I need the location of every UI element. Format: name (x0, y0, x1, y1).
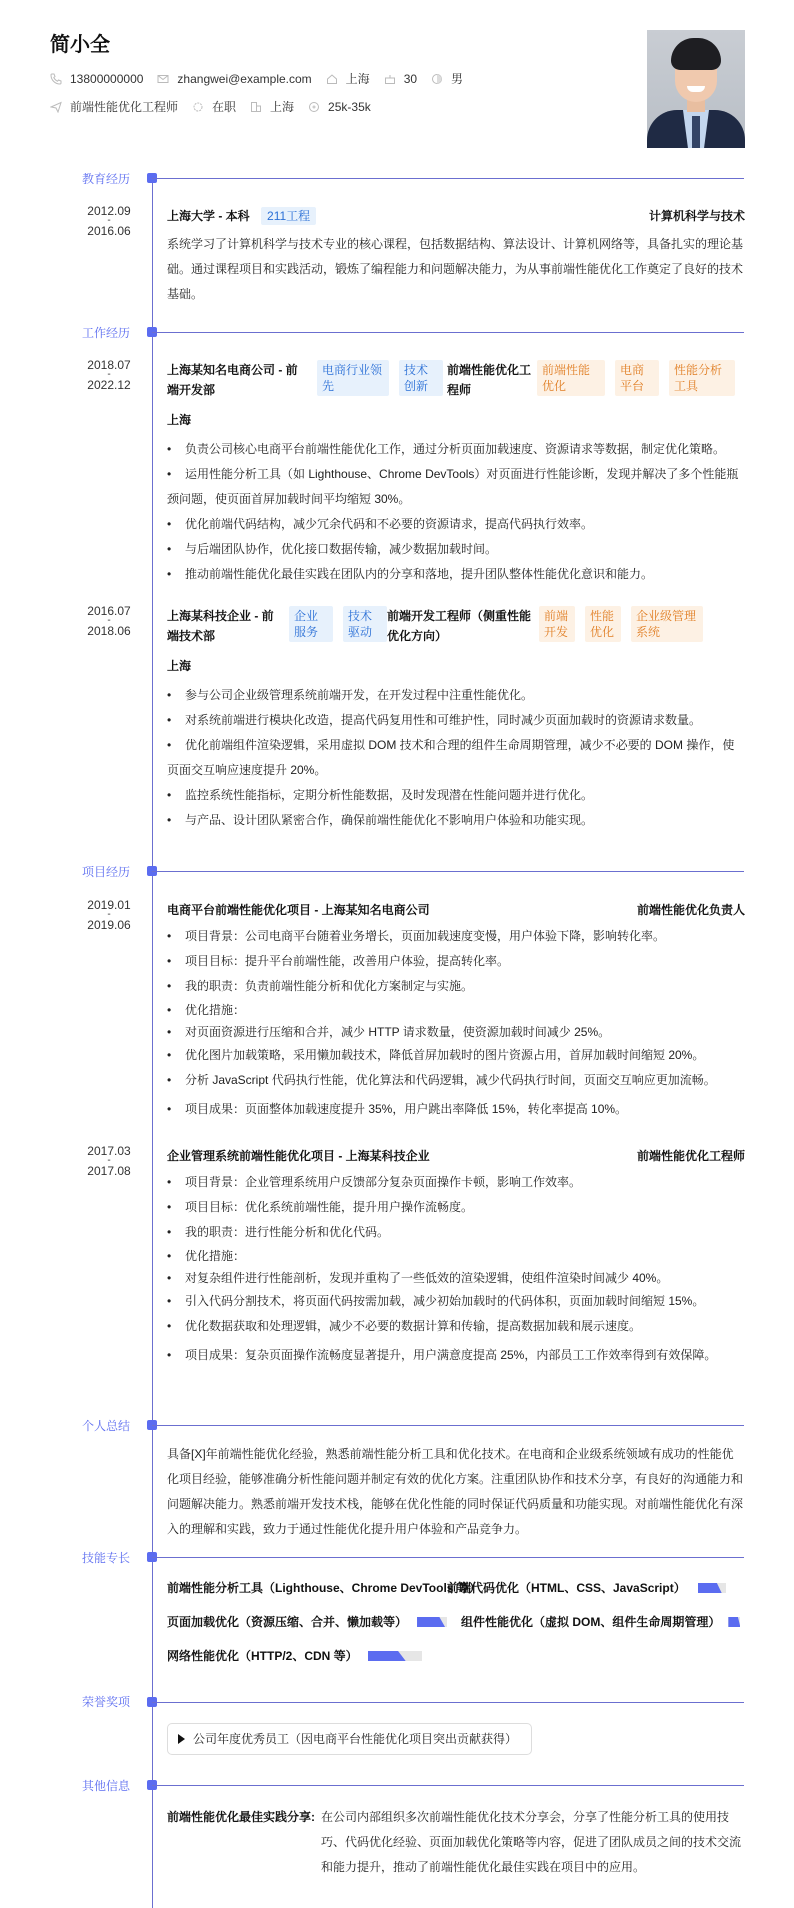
skill-level-bar (698, 1583, 726, 1593)
list-item: • 对页面资源进行压缩和合并，减少 HTTP 请求数量，使资源加载时间减少 25%。 (167, 1025, 611, 1039)
phone-item (50, 72, 143, 86)
job-title: 前端开发工程师（侧重性能优化方向） (387, 609, 532, 643)
email-value: zhangwei@example.com (177, 71, 312, 86)
phone-value: 13800000000 (70, 71, 144, 86)
list-item: • 分析 JavaScript 代码执行性能，优化算法和代码逻辑，减少代码执行时间，页面交互响应更加流畅。 (167, 1073, 716, 1087)
city-item (326, 70, 370, 87)
skill-name: 前端性能分析工具（Lighthouse、Chrome DevTools 等） (167, 1581, 481, 1595)
list-item: • 优化措施： (167, 1249, 246, 1263)
section-divider (152, 1425, 744, 1426)
send-icon (50, 101, 62, 113)
work-entry (167, 606, 745, 833)
list-item: • 运用性能分析工具（如 Lighthouse、Chrome DevTools）对页面进行性能诊断，发现并解决了多个性能瓶颈问题，使页面首屏加载时间平均缩短 30%。 (167, 467, 739, 506)
work-bullets (167, 437, 745, 587)
target-job-item (50, 98, 178, 115)
major: 计算机科学与技术 (648, 209, 745, 223)
job-tag: 企业级管理系统 (631, 606, 703, 642)
project-name: 电商平台前端性能优化项目 - 上海某知名电商公司 (167, 903, 430, 917)
awards-list (167, 1723, 745, 1755)
status-value: 在职 (212, 100, 237, 114)
section-title-other: 其他信息 (82, 1779, 131, 1793)
gender-icon (431, 73, 443, 85)
work-location: 上海 (167, 413, 192, 427)
section-divider (152, 178, 744, 179)
section-title-work: 工作经历 (82, 326, 131, 340)
target-city-item (250, 98, 294, 115)
list-item: • 引入代码分割技术，将页面代码按需加载，减少初始加载时的代码体积，页面加载时间缩短 15%。 (167, 1294, 705, 1308)
salary-icon (308, 101, 320, 113)
job-title: 前端性能优化工程师 (447, 363, 532, 397)
section-title-skills: 技能专长 (82, 1551, 131, 1565)
skills-list (167, 1578, 745, 1666)
job-tag: 性能分析工具 (669, 360, 735, 396)
work-location: 上海 (167, 659, 192, 673)
company-tag: 电商行业领先 (317, 360, 389, 396)
contact-row (50, 70, 477, 87)
education-date: 2012.09 - 2016.06 (87, 204, 131, 238)
city-value: 上海 (345, 72, 370, 86)
summary-text: 具备[X]年前端性能优化经验，熟悉前端性能分析工具和优化技术。在电商和企业级系统领域有成功的性能优化项目经验，能够准确分析性能问题并制定有效的优化方案。注重团队协作和技术分享，有良好的沟通能力和问题解决能力。熟悉前端开发技术栈，能够在优化性能的同时保证代码质量和功能实现。对前端性能优化有深入的理解和实践，致力于通过性能优化提升用户体验和产品竞争力。 (167, 1447, 744, 1536)
skill-name: 页面加载优化（资源压缩、合并、懒加载等） (167, 1615, 408, 1629)
job-tag: 前端开发 (539, 606, 575, 642)
project-date: 2019.01 - 2019.06 (87, 898, 131, 932)
list-item: • 优化数据获取和处理逻辑，减少不必要的数据计算和传输，提高数据加载和展示速度。 (167, 1319, 642, 1333)
section-title-awards: 荣誉奖项 (82, 1695, 131, 1709)
skill-name: 网络性能优化（HTTP/2、CDN 等） (167, 1649, 358, 1663)
work-entry (167, 360, 745, 587)
list-item: • 项目背景：公司电商平台随着业务增长，页面加载速度变慢，用户体验下降，影响转化率。 (167, 929, 666, 943)
company-name: 上海某科技企业 - 前端技术部 (167, 609, 274, 643)
home-icon (326, 73, 338, 85)
status-item (192, 98, 236, 115)
section-divider (152, 332, 744, 333)
list-item: • 推动前端性能优化最佳实践在团队内的分享和落地，提升团队整体性能优化意识和能力。 (167, 567, 654, 581)
list-item: • 与产品、设计团队紧密合作，确保前端性能优化不影响用户体验和功能实现。 (167, 813, 594, 827)
list-item: • 优化前端代码结构，减少冗余代码和不必要的资源请求，提高代码执行效率。 (167, 517, 594, 531)
building-icon (250, 101, 262, 113)
list-item: • 项目目标：优化系统前端性能，提升用户操作流畅度。 (167, 1200, 474, 1214)
profile-photo (647, 30, 745, 148)
list-item: • 参与公司企业级管理系统前端开发，在开发过程中注重性能优化。 (167, 688, 534, 702)
other-info-label: 前端性能优化最佳实践分享: (167, 1810, 315, 1824)
award-item[interactable]: 公司年度优秀员工（因电商平台性能优化项目突出贡献获得） (167, 1723, 532, 1755)
section-divider (152, 1702, 744, 1703)
project-bullets (167, 1170, 745, 1368)
other-info-entry (167, 1805, 745, 1880)
project-bullets (167, 924, 745, 1122)
section-divider (152, 1785, 744, 1786)
skill-level-bar (368, 1651, 422, 1661)
company-tag: 技术驱动 (343, 606, 387, 642)
list-item: • 与后端团队协作，优化接口数据传输，减少数据加载时间。 (167, 542, 498, 556)
resume-header (50, 28, 750, 148)
mail-icon (157, 73, 169, 85)
list-item: • 项目成果：页面整体加载速度提升 35%，用户跳出率降低 15%，转化率提高 10%。 (167, 1102, 628, 1116)
list-item: • 项目背景：企业管理系统用户反馈部分复杂页面操作卡顿，影响工作效率。 (167, 1175, 582, 1189)
list-item: • 监控系统性能指标，定期分析性能数据，及时发现潜在性能问题并进行优化。 (167, 788, 594, 802)
age-value: 30 (403, 71, 418, 86)
project-role: 前端性能优化工程师 (636, 1149, 745, 1163)
project-role: 前端性能优化负责人 (636, 903, 745, 917)
salary-value: 25k-35k (328, 99, 371, 114)
list-item: • 项目目标：提升平台前端性能，改善用户体验，提高转化率。 (167, 954, 510, 968)
school-name: 上海大学 - 本科 (167, 209, 250, 223)
education-entry (167, 206, 745, 307)
job-tag: 前端性能优化 (537, 360, 605, 396)
salary-item (308, 100, 371, 114)
list-item: • 我的职责：负责前端性能分析和优化方案制定与实施。 (167, 979, 474, 993)
section-title-summary: 个人总结 (82, 1419, 131, 1433)
project-date: 2017.03 - 2017.08 (87, 1144, 131, 1178)
email-item (157, 72, 311, 86)
skill-level-bar (417, 1617, 447, 1627)
education-description: 系统学习了计算机科学与技术专业的核心课程，包括数据结构、算法设计、计算机网络等，具备扎实的理论基础。通过课程项目和实践活动，锻炼了编程能力和问题解决能力，为从事前端性能优化工作奠定了良好的技术基础。 (167, 237, 744, 301)
gender-value: 男 (451, 72, 464, 86)
job-tag: 电商平台 (615, 360, 659, 396)
timeline-line (152, 178, 153, 1908)
section-title-education: 教育经历 (82, 172, 131, 186)
gender-item (431, 70, 463, 87)
expand-triangle-icon (178, 1734, 185, 1744)
work-bullets (167, 683, 745, 833)
status-icon (192, 101, 204, 113)
list-item: • 优化措施： (167, 1003, 246, 1017)
company-tag: 企业服务 (289, 606, 333, 642)
list-item: • 优化图片加载策略，采用懒加载技术，降低首屏加载时的图片资源占用，首屏加载时间缩短 20%。 (167, 1048, 705, 1062)
section-divider (152, 1557, 744, 1558)
list-item: • 优化前端组件渲染逻辑，采用虚拟 DOM 技术和合理的组件生命周期管理，减少不必要的 DOM 操作，使页面交互响应速度提升 20%。 (167, 738, 735, 777)
phone-icon (50, 73, 62, 85)
target-city-value: 上海 (270, 100, 295, 114)
work-date: 2018.07 - 2022.12 (87, 358, 131, 392)
list-item: • 项目成果：复杂页面操作流畅度显著提升，用户满意度提高 25%，内部员工工作效率得到有效保障。 (167, 1348, 717, 1362)
company-tag: 技术创新 (399, 360, 443, 396)
target-job-value: 前端性能优化工程师 (70, 100, 179, 114)
candidate-name: 简小全 (50, 34, 110, 56)
list-item: • 我的职责：进行性能分析和优化代码。 (167, 1225, 390, 1239)
school-tag: 211工程 (261, 207, 316, 225)
project-entry (167, 1146, 745, 1368)
age-icon (384, 73, 396, 85)
work-date: 2016.07 - 2018.06 (87, 604, 131, 638)
age-item (384, 72, 417, 86)
project-entry (167, 900, 745, 1122)
list-item: • 对复杂组件进行性能剖析，发现并重构了一些低效的渲染逻辑，使组件渲染时间减少 40%。 (167, 1271, 669, 1285)
job-tag: 性能优化 (585, 606, 621, 642)
list-item: • 负责公司核心电商平台前端性能优化工作，通过分析页面加载速度、资源请求等数据，制定优化策略。 (167, 442, 726, 456)
skill-level-bar (728, 1617, 740, 1627)
job-intent-row (50, 98, 385, 115)
other-info-text: 在公司内部组织多次前端性能优化技术分享会，分享了性能分析工具的使用技巧、代码优化经验、页面加载优化策略等内容，促进了团队成员之间的技术交流和能力提升，推动了前端性能优化最佳实践在项目中的应用。 (321, 1810, 742, 1874)
section-title-projects: 项目经历 (82, 865, 131, 879)
section-divider (152, 871, 744, 872)
skill-name: 前端代码优化（HTML、CSS、JavaScript） (447, 1581, 686, 1595)
project-name: 企业管理系统前端性能优化项目 - 上海某科技企业 (167, 1149, 430, 1163)
skill-name: 组件性能优化（虚拟 DOM、组件生命周期管理） (461, 1615, 721, 1629)
list-item: • 对系统前端进行模块化改造，提高代码复用性和可维护性，同时减少页面加载时的资源请求数量。 (167, 713, 702, 727)
company-name: 上海某知名电商公司 - 前端开发部 (167, 363, 298, 397)
